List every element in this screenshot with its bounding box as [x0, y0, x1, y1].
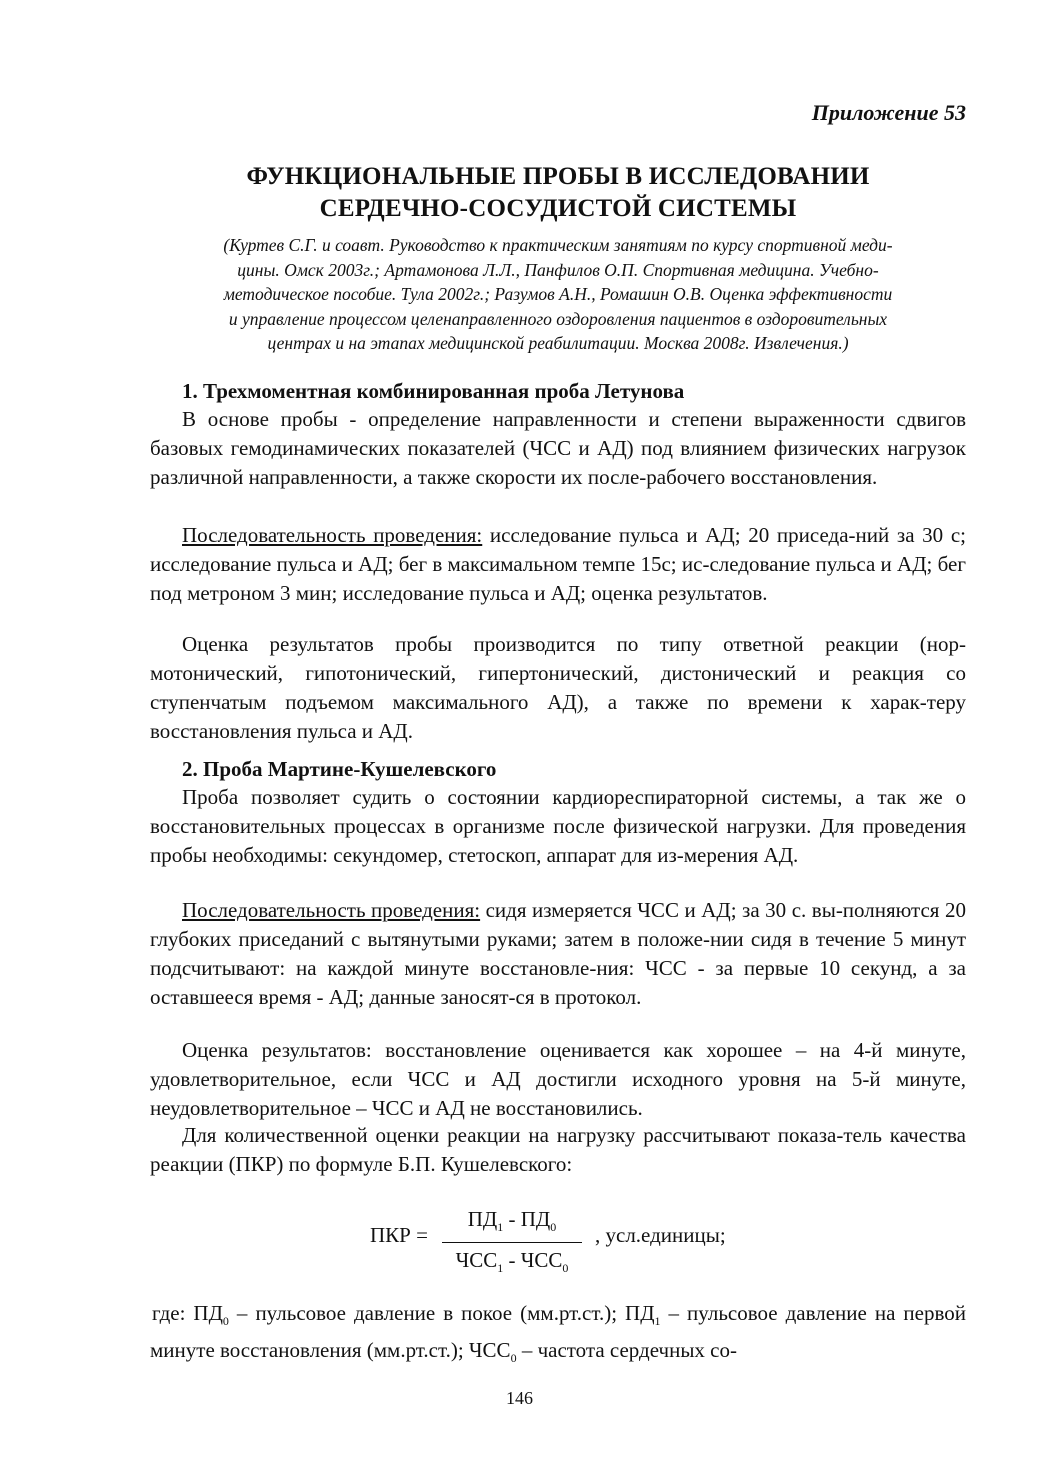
section-1-paragraph-2 [150, 521, 966, 608]
section-2-paragraph-4: Для количественной оценки реакции на нагрузку рассчитывают показа-тель качества реакции (ПКР) по формуле Б.П. Кушелевского: [150, 1123, 966, 1176]
legend-text-2: – пульсовое давление в покое (мм.рт.ст.); ПД [228, 1301, 655, 1325]
section-1-heading: 1. Трехмоментная комбинированная проба Летунова [182, 379, 685, 403]
legend-sub-2: 1 [654, 1314, 661, 1329]
sequence-label: Последовательность проведения: [182, 523, 483, 547]
sequence-text: исследование пульса и АД; 20 приседа-ний за 30 с; исследование пульса и АД; бег в максимальном темпе 15с; ис-следование пульса и АД; бег под метроном 3 мин; исследование пульса и АД; оценка результатов. [150, 523, 967, 605]
source-line-4: и управление процессом целенаправленного оздоровления пациентов в оздоровительных [228, 308, 888, 329]
sequence-label: Последовательность проведения: [182, 898, 481, 922]
numerator-sub-a: 1 [497, 1220, 504, 1235]
numerator-term-b: - ПД [503, 1207, 551, 1231]
formula-denominator [442, 1246, 582, 1282]
formula-fraction [442, 1205, 582, 1282]
section-2-heading: 2. Проба Мартине-Кушелевского [182, 757, 497, 781]
pkr-formula [370, 1205, 790, 1275]
fraction-bar [442, 1242, 582, 1243]
source-line-2: цины. Омск 2003г.; Артамонова Л.Л., Панфилов О.П. Спортивная медицина. Учебно- [237, 259, 879, 280]
title-line-2: СЕРДЕЧНО-СОСУДИСТОЙ СИСТЕМЫ [319, 195, 797, 222]
sequence-text: сидя измеряется ЧСС и АД; за 30 с. вы-полняются 20 глубоких приседаний с вытянутыми руками; затем в положе-нии сидя в течение 5 минут подсчитывают: на каждой минуте восстановле-ния: ЧСС - за первые 10 секунд, а за оставшееся время - АД; данные заносят-ся в протокол. [150, 898, 966, 1009]
legend-text-1: где: ПД [152, 1301, 223, 1325]
denominator-sub-b: 0 [562, 1261, 569, 1276]
denominator-term-a: ЧСС [455, 1248, 498, 1273]
section-1-paragraph-3: Оценка результатов пробы производится по типу ответной реакции (нор-мотонический, гипотонический, гипертонический, дистонический и реакция со ступенчатым подъемом максимального АД), а также по времени к харак-теру восстановления пульса и АД. [150, 632, 966, 743]
page-number: 146 [506, 1388, 533, 1408]
legend-sub-1: 0 [222, 1314, 229, 1329]
legend-text-4: – частота сердечных со- [516, 1338, 737, 1363]
source-line-5: центрах и на этапах медицинской реабилитации. Москва 2008г. Извлечения.) [267, 333, 849, 354]
source-line-1: (Куртев С.Г. и соавт. Руководство к практическим занятиям по курсу спортивной меди- [223, 235, 893, 255]
formula-units: , усл.единицы; [595, 1223, 726, 1247]
formula-numerator [442, 1205, 582, 1241]
section-2-paragraph-1: Проба позволяет судить о состоянии кардиореспираторной системы, а так же о восстановительных процессах в организме после физической нагрузки. Для проведения пробы необходимы: секундомер, стетоскоп, аппарат для из-мерения АД. [150, 785, 966, 867]
legend-sub-3: 0 [510, 1351, 517, 1366]
section-1-paragraph-1: В основе пробы - определение направленности и степени выраженности сдвигов базовых гемодинамических показателей (ЧСС и АД) под влиянием физических нагрузок различной направленности, а также скорости их после-рабочего восстановления. [150, 407, 966, 489]
legend-text-3: – пульсовое давление на первой минуте восстановления (мм.рт.ст.); ЧСС [150, 1301, 966, 1363]
denominator-term-b: - ЧСС [503, 1248, 563, 1273]
source-line-3: методическое пособие. Тула 2002г.; Разумов А.Н., Ромашин О.В. Оценка эффективности [223, 284, 893, 305]
numerator-sub-b: 0 [550, 1220, 557, 1235]
appendix-label: Приложение 53 [811, 100, 966, 125]
section-2-paragraph-3: Оценка результатов: восстановление оценивается как хорошее – на 4-й минуте, удовлетворительное, если ЧСС и АД достигли исходного уровня на 5-й минуте, неудовлетворительное – ЧСС и АД не восстановились. [150, 1038, 966, 1120]
title-line-1: ФУНКЦИОНАЛЬНЫЕ ПРОБЫ В ИССЛЕДОВАНИИ [246, 163, 870, 190]
section-2-paragraph-2 [150, 896, 966, 1012]
formula-legend [150, 1299, 966, 1373]
numerator-term-a: ПД [467, 1207, 498, 1231]
source-citation [150, 233, 966, 356]
formula-lhs: ПКР = [370, 1223, 428, 1247]
denominator-sub-a: 1 [497, 1261, 504, 1276]
page-title [150, 161, 966, 225]
